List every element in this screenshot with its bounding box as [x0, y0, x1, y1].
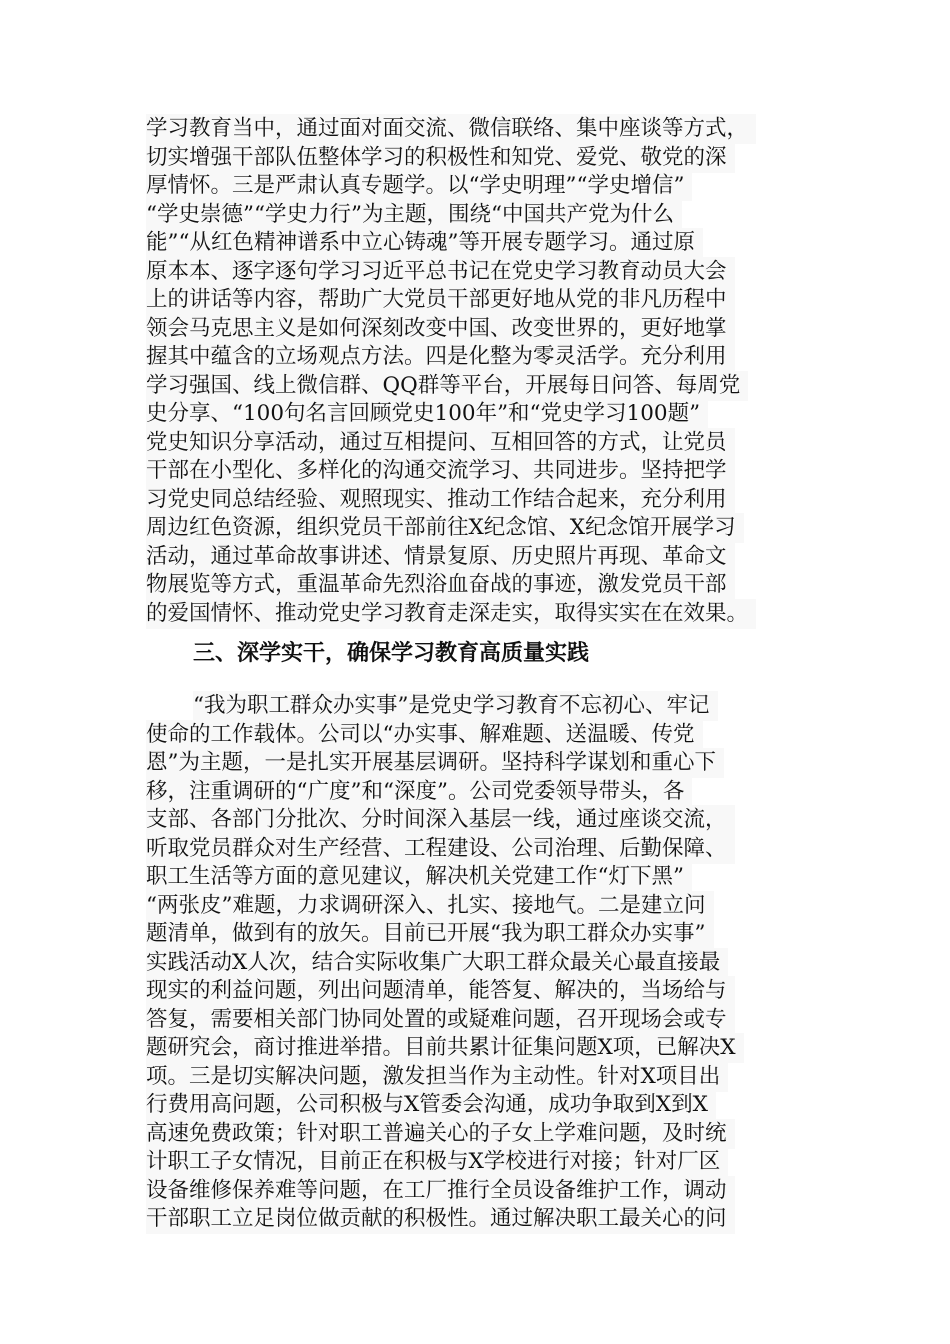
- body-text-line: 高速免费政策；针对职工普遍关心的子女上学难问题，及时统: [146, 1119, 735, 1149]
- body-text-line: 听取党员群众对生产经营、工程建设、公司治理、后勤保障、: [146, 834, 735, 864]
- body-text-line: 的爱国情怀、推动党史学习教育走深走实，取得实实在在效果。: [146, 599, 756, 629]
- body-text-line: “我为职工群众办实事”是党史学习教育不忘初心、牢记: [193, 691, 718, 721]
- body-text-line: 职工生活等方面的意见建议，解决机关党建工作“灯下黑”: [146, 862, 692, 892]
- body-text-line: 行费用高问题，公司积极与X管委会沟通，成功争取到X到X: [146, 1090, 716, 1120]
- body-text-line: 现实的利益问题，列出问题清单，能答复、解决的，当场给与: [146, 976, 735, 1006]
- body-text-line: 厚情怀。三是严肃认真专题学。以“学史明理”“学史增信”: [146, 171, 692, 201]
- body-text-line: 计职工子女情况，目前正在积极与X学校进行对接；针对厂区: [146, 1147, 728, 1177]
- body-text-line: 学习教育当中，通过面对面交流、微信联络、集中座谈等方式，: [146, 114, 756, 144]
- body-text-line: 上的讲话等内容，帮助广大党员干部更好地从党的非凡历程中: [146, 285, 735, 315]
- body-text-line: 恩”为主题，一是扎实开展基层调研。坚持科学谋划和重心下: [146, 748, 724, 778]
- body-text-line: 干部在小型化、多样化的沟通交流学习、共同进步。坚持把学: [146, 456, 735, 486]
- body-text-line: 能”“从红色精神谱系中立心铸魂”等开展专题学习。通过原: [146, 228, 703, 258]
- body-text-line: 使命的工作载体。公司以“办实事、解难题、送温暖、传党: [146, 720, 703, 750]
- body-text-line: 答复，需要相关部门协同处置的或疑难问题，召开现场会或专: [146, 1005, 735, 1035]
- body-text-line: 周边红色资源，组织党员干部前往X纪念馆、X纪念馆开展学习: [146, 513, 744, 543]
- body-text-line: 活动，通过革命故事讲述、情景复原、历史照片再现、革命文: [146, 542, 735, 572]
- body-text-line: 题研究会，商讨推进举措。目前共累计征集问题X项，已解决X: [146, 1033, 744, 1063]
- body-text-line: 切实增强干部队伍整体学习的积极性和知党、爱党、敬党的深: [146, 143, 735, 173]
- body-text-line: 习党史同总结经验、观照现实、推动工作结合起来，充分利用: [146, 485, 735, 515]
- body-text-line: 学习强国、线上微信群、QQ群等平台，开展每日问答、每周党: [146, 371, 748, 401]
- body-text-line: “学史崇德”“学史力行”为主题，围绕“中国共产党为什么: [146, 200, 682, 230]
- body-text-line: 干部职工立足岗位做贡献的积极性。通过解决职工最关心的问: [146, 1204, 735, 1234]
- body-text-line: “两张皮”难题，力求调研深入、扎实、接地气。二是建立问: [146, 891, 714, 921]
- body-text-line: 实践活动X人次，结合实际收集广大职工群众最关心最直接最: [146, 948, 728, 978]
- body-text-line: 党史知识分享活动，通过互相提问、互相回答的方式，让党员: [146, 428, 735, 458]
- body-text-line: 史分享、“100句名言回顾党史100年”和“党史学习100题”: [146, 399, 708, 429]
- body-text-line: 项。三是切实解决问题，激发担当作为主动性。针对X项目出: [146, 1062, 728, 1092]
- section-heading: 三、深学实干，确保学习教育高质量实践: [193, 641, 590, 666]
- body-text-line: 移，注重调研的“广度”和“深度”。公司党委领导带头，各: [146, 777, 692, 807]
- body-text-line: 支部、各部门分批次、分时间深入基层一线，通过座谈交流，: [146, 805, 735, 835]
- body-text-line: 题清单，做到有的放矢。目前已开展“我为职工群众办实事”: [146, 919, 714, 949]
- body-text-line: 握其中蕴含的立场观点方法。四是化整为零灵活学。充分利用: [146, 342, 735, 372]
- body-text-line: 原本本、逐字逐句学习习近平总书记在党史学习教育动员大会: [146, 257, 735, 287]
- body-text-line: 设备维修保养难等问题，在工厂推行全员设备维护工作，调动: [146, 1176, 735, 1206]
- body-text-line: 领会马克思主义是如何深刻改变中国、改变世界的，更好地掌: [146, 314, 735, 344]
- body-text-line: 物展览等方式，重温革命先烈浴血奋战的事迹，激发党员干部: [146, 570, 735, 600]
